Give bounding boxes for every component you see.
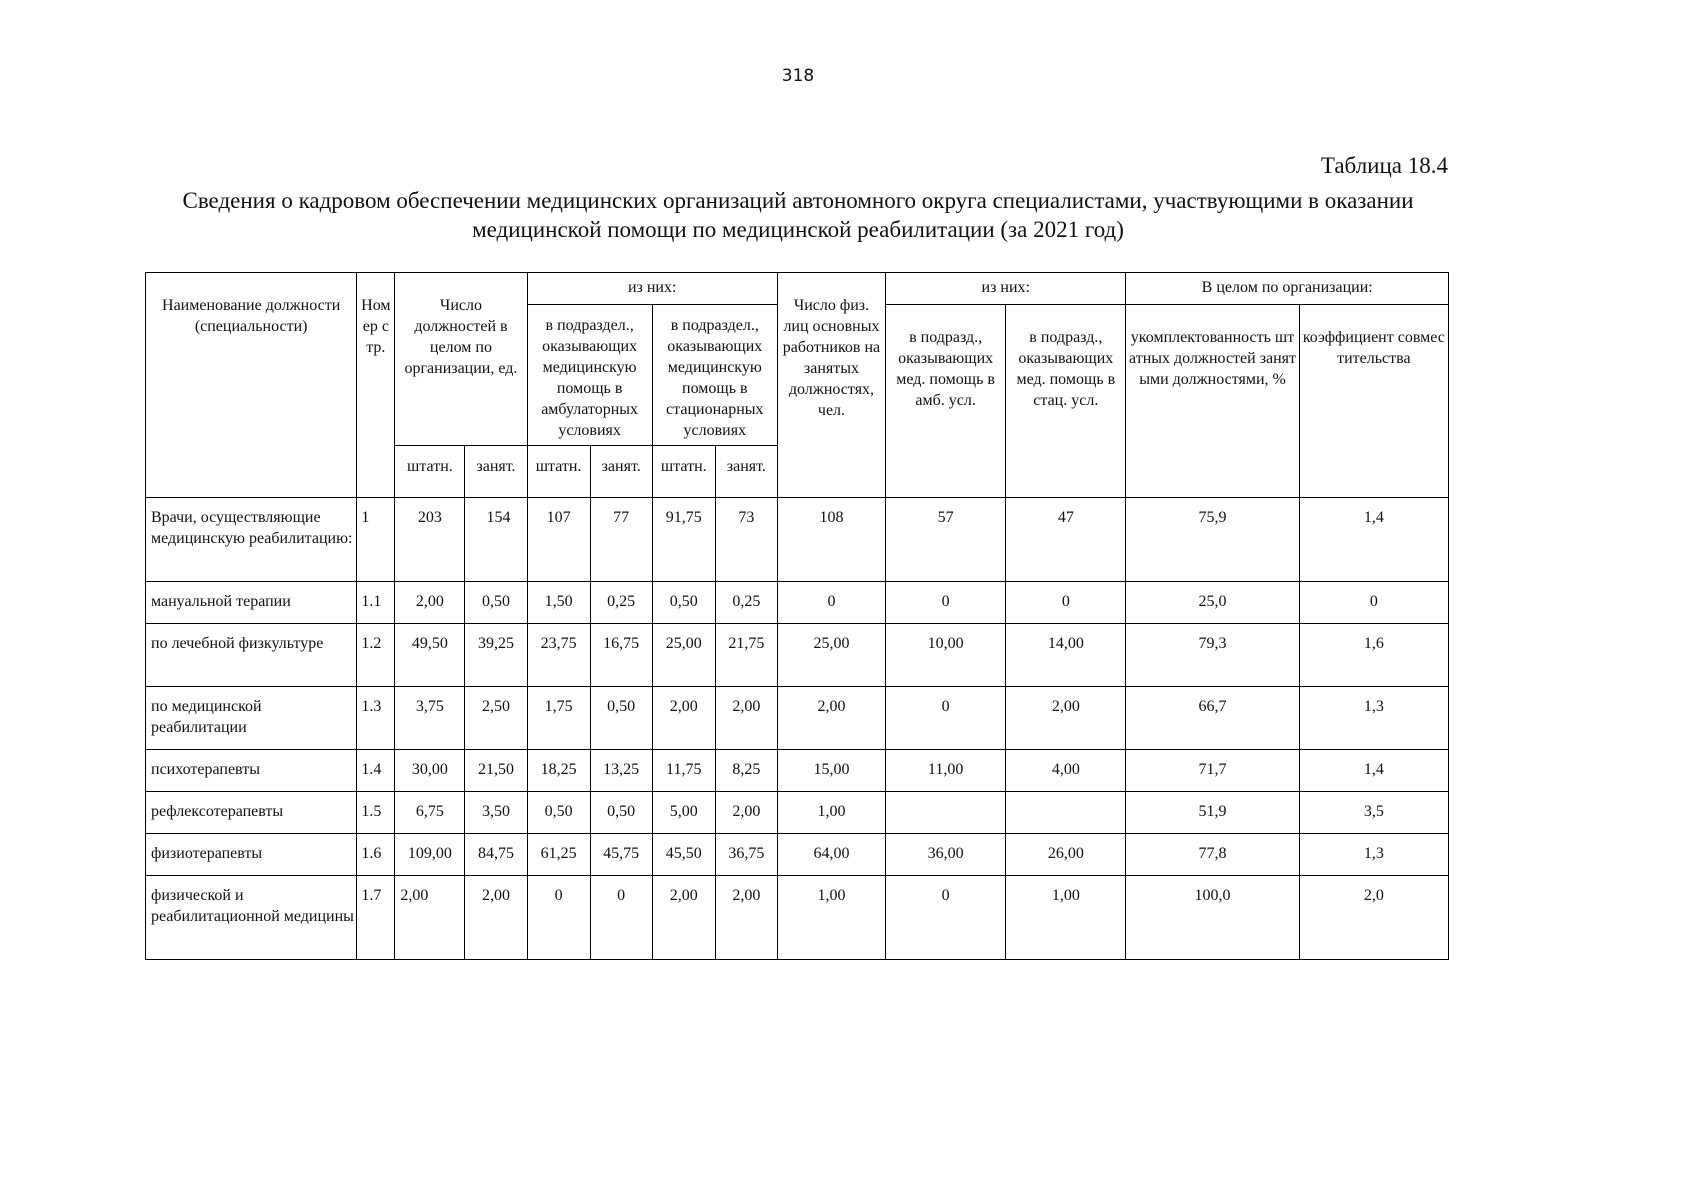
row-number: 1.5 <box>357 792 395 834</box>
cell-value: 203 <box>395 498 465 582</box>
cell-value: 0,25 <box>715 582 777 624</box>
table-row <box>146 624 1449 687</box>
cell-value: 1,3 <box>1299 834 1448 876</box>
cell-value: 0 <box>1006 582 1126 624</box>
cell-value: 0 <box>886 582 1006 624</box>
cell-value: 84,75 <box>465 834 527 876</box>
header-org-total: В целом по организации: <box>1126 273 1449 305</box>
cell-value: 45,75 <box>590 834 652 876</box>
cell-value: 100,0 <box>1126 876 1299 960</box>
cell-value: 0 <box>886 876 1006 960</box>
header-shtat-stat: штатн. <box>652 446 715 498</box>
cell-value: 51,9 <box>1126 792 1299 834</box>
cell-value: 2,00 <box>1006 687 1126 750</box>
header-amb-units: в подраздел., оказывающих медицинскую помощь в амбулаторных условиях <box>527 305 652 446</box>
header-shtat-amb: штатн. <box>527 446 590 498</box>
header-of-them-1: из них: <box>527 273 777 305</box>
table-row <box>146 876 1449 960</box>
cell-value: 77 <box>590 498 652 582</box>
table-row <box>146 582 1449 624</box>
cell-value: 14,00 <box>1006 624 1126 687</box>
table-title: Сведения о кадровом обеспечении медицинских организаций автономного округа специалистами, участвующими в оказании медицинской помощи по медицинской реабилитации (за 2021 год) <box>182 188 1414 242</box>
cell-value: 21,50 <box>465 750 527 792</box>
header-zanyat-total: занят. <box>465 446 527 498</box>
cell-value: 64,00 <box>777 834 885 876</box>
cell-value: 2,00 <box>395 876 465 960</box>
cell-value: 23,75 <box>527 624 590 687</box>
cell-value: 36,00 <box>886 834 1006 876</box>
cell-value: 2,00 <box>395 582 465 624</box>
table-row <box>146 687 1449 750</box>
header-row-number: Номер стр. <box>357 273 395 498</box>
cell-value: 2,00 <box>652 687 715 750</box>
table-number: Таблица 18.4 <box>1320 153 1448 178</box>
cell-value: 36,75 <box>715 834 777 876</box>
cell-value: 0 <box>777 582 885 624</box>
cell-value: 4,00 <box>1006 750 1126 792</box>
cell-value: 10,00 <box>886 624 1006 687</box>
cell-value: 61,25 <box>527 834 590 876</box>
row-number: 1.3 <box>357 687 395 750</box>
cell-value: 18,25 <box>527 750 590 792</box>
row-number: 1.6 <box>357 834 395 876</box>
header-positions-total: Число должностей в целом по организации, ед. <box>395 273 527 446</box>
cell-value: 1,4 <box>1299 498 1448 582</box>
cell-value: 108 <box>777 498 885 582</box>
cell-value: 0 <box>527 876 590 960</box>
cell-value: 5,00 <box>652 792 715 834</box>
cell-value: 3,75 <box>395 687 465 750</box>
cell-value: 0,50 <box>465 582 527 624</box>
cell-value: 0 <box>886 687 1006 750</box>
cell-value: 2,00 <box>715 876 777 960</box>
cell-value: 0,25 <box>590 582 652 624</box>
cell-value: 13,25 <box>590 750 652 792</box>
row-name: физиотерапевты <box>146 834 357 876</box>
cell-value: 0,50 <box>590 792 652 834</box>
cell-value: 39,25 <box>465 624 527 687</box>
cell-value: 1,6 <box>1299 624 1448 687</box>
cell-value: 2,0 <box>1299 876 1448 960</box>
cell-value: 66,7 <box>1126 687 1299 750</box>
cell-value: 0,50 <box>652 582 715 624</box>
cell-value: 79,3 <box>1126 624 1299 687</box>
row-name: психотерапевты <box>146 750 357 792</box>
row-number: 1.4 <box>357 750 395 792</box>
cell-value: 3,50 <box>465 792 527 834</box>
cell-value: 2,00 <box>465 876 527 960</box>
cell-value: 2,00 <box>715 687 777 750</box>
cell-value: 26,00 <box>1006 834 1126 876</box>
header-zanyat-amb: занят. <box>590 446 652 498</box>
cell-value: 2,00 <box>777 687 885 750</box>
cell-value: 1,00 <box>777 792 885 834</box>
cell-value: 6,75 <box>395 792 465 834</box>
cell-value: 16,75 <box>590 624 652 687</box>
cell-value: 1,75 <box>527 687 590 750</box>
row-number: 1.7 <box>357 876 395 960</box>
cell-value: 71,7 <box>1126 750 1299 792</box>
cell-value: 2,50 <box>465 687 527 750</box>
cell-value: 77,8 <box>1126 834 1299 876</box>
header-shtat-total: штатн. <box>395 446 465 498</box>
header-stat-units: в подраздел., оказывающих медицинскую помощь в стационарных условиях <box>652 305 777 446</box>
header-coef: коэффициент совместительства <box>1299 305 1448 498</box>
cell-value: 57 <box>886 498 1006 582</box>
cell-value: 15,00 <box>777 750 885 792</box>
cell-value: 45,50 <box>652 834 715 876</box>
cell-value: 1,3 <box>1299 687 1448 750</box>
header-persons-stat: в подразд., оказывающих мед. помощь в стац. усл. <box>1006 305 1126 498</box>
cell-value: 30,00 <box>395 750 465 792</box>
cell-value: 109,00 <box>395 834 465 876</box>
cell-value: 11,00 <box>886 750 1006 792</box>
cell-value: 1,4 <box>1299 750 1448 792</box>
row-name: по медицинской реабилитации <box>146 687 357 750</box>
cell-value: 21,75 <box>715 624 777 687</box>
cell-value: 0,50 <box>527 792 590 834</box>
header-persons: Число физ. лиц основных работников на занятых должностях, чел. <box>777 273 885 498</box>
cell-value: 3,5 <box>1299 792 1448 834</box>
row-number: 1.2 <box>357 624 395 687</box>
header-persons-amb: в подразд., оказывающих мед. помощь в амб. усл. <box>886 305 1006 498</box>
cell-value: 25,00 <box>652 624 715 687</box>
cell-value: 154 <box>465 498 527 582</box>
cell-value: 25,0 <box>1126 582 1299 624</box>
header-staffing: укомплектованность штатных должностей занятыми должностями, % <box>1126 305 1299 498</box>
staffing-table <box>145 272 1449 960</box>
row-number: 1 <box>357 498 395 582</box>
cell-value: 73 <box>715 498 777 582</box>
cell-value: 0 <box>1299 582 1448 624</box>
header-of-them-2: из них: <box>886 273 1126 305</box>
row-name: по лечебной физкультуре <box>146 624 357 687</box>
cell-value: 0,50 <box>590 687 652 750</box>
cell-value: 1,00 <box>1006 876 1126 960</box>
page-number: 318 <box>781 66 815 86</box>
cell-value: 107 <box>527 498 590 582</box>
table-row <box>146 834 1449 876</box>
cell-value: 2,00 <box>652 876 715 960</box>
row-name: мануальной терапии <box>146 582 357 624</box>
cell-value: 1,50 <box>527 582 590 624</box>
cell-value: 47 <box>1006 498 1126 582</box>
cell-value: 49,50 <box>395 624 465 687</box>
cell-value: 91,75 <box>652 498 715 582</box>
table-row <box>146 792 1449 834</box>
cell-value: 2,00 <box>715 792 777 834</box>
cell-value: 75,9 <box>1126 498 1299 582</box>
row-name: рефлексотерапевты <box>146 792 357 834</box>
row-name: физической и реабилитационной медицины <box>146 876 357 960</box>
table-row <box>146 498 1449 582</box>
row-name: Врачи, осуществляющие медицинскую реабилитацию: <box>146 498 357 582</box>
header-name: Наименование должности (специальности) <box>146 273 357 498</box>
cell-value <box>1006 792 1126 834</box>
header-zanyat-stat: занят. <box>715 446 777 498</box>
table-row <box>146 750 1449 792</box>
cell-value: 1,00 <box>777 876 885 960</box>
cell-value: 11,75 <box>652 750 715 792</box>
row-number: 1.1 <box>357 582 395 624</box>
cell-value <box>886 792 1006 834</box>
cell-value: 25,00 <box>777 624 885 687</box>
cell-value: 0 <box>590 876 652 960</box>
cell-value: 8,25 <box>715 750 777 792</box>
